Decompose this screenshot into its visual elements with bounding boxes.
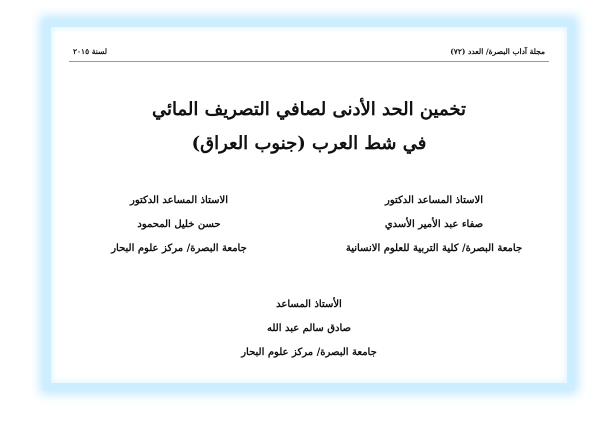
author-rank: الأستاذ المساعد	[276, 299, 342, 310]
author-block-1	[319, 189, 549, 261]
author-rank: الاستاذ المساعد الدكتور	[130, 195, 228, 206]
journal-issue: مجلة آداب البصرة/ العدد (٧٢)	[450, 47, 545, 56]
paper-title-line-2: في شط العرب (جنوب العراق)	[191, 133, 427, 154]
paper-title-line-1: تخمين الحد الأدنى لصافي التصريف المائي	[151, 99, 467, 120]
author-name: حسن خليل المحمود	[137, 219, 221, 230]
publication-year: لسنة ٢٠١٥	[73, 47, 107, 56]
author-block-3	[69, 293, 549, 365]
running-header	[69, 47, 549, 62]
author-affiliation: جامعة البصرة/ كلية التربية للعلوم الانسانية	[345, 243, 523, 254]
author-block-2	[79, 189, 279, 261]
paper-page	[69, 41, 549, 369]
author-affiliation: جامعة البصرة/ مركز علوم البحار	[111, 243, 247, 254]
author-rank: الاستاذ المساعد الدكتور	[385, 195, 483, 206]
document-frame	[44, 20, 574, 390]
author-name: صادق سالم عبد الله	[266, 323, 352, 334]
author-name: صفاء عبد الأمير الأسدي	[384, 219, 484, 230]
author-affiliation: جامعة البصرة/ مركز علوم البحار	[241, 347, 377, 358]
